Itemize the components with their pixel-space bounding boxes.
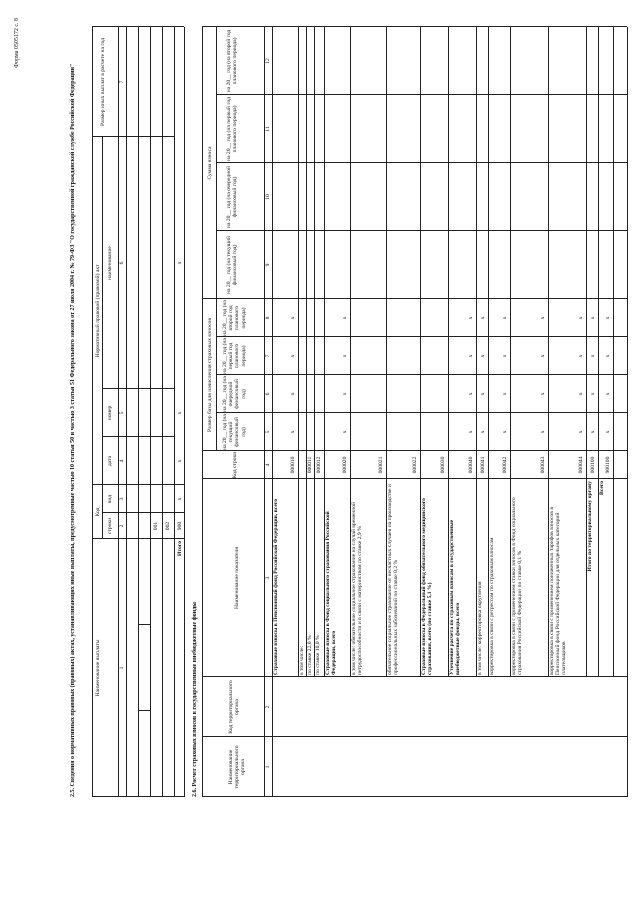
col-num-6: 6 bbox=[119, 261, 125, 265]
col-num-2: 2 bbox=[119, 524, 125, 528]
col26-num-2: 2 bbox=[265, 705, 271, 709]
row-label: корректировка в связи с применением пониженных тарифов взносов в Пенсионный фонд Российской Федерации для отдельных категорий плательщиков bbox=[549, 507, 568, 675]
row-code: 000100 bbox=[590, 456, 596, 474]
hdr-base-y3: на 20__ год (на первый год планового периода) bbox=[222, 338, 247, 374]
col26-num-6: 6 bbox=[265, 392, 271, 396]
hdr-org-name: Наименование территориального органа bbox=[228, 745, 247, 789]
x-mark: x bbox=[578, 430, 584, 434]
x-mark: x bbox=[590, 354, 596, 358]
hdr-code-line: строки bbox=[107, 517, 113, 535]
x-mark: x bbox=[480, 316, 486, 320]
row-label: обязательное социальное страхование от несчастных случаев на производстве и профессиональных заболеваний по ставке 0,2 % bbox=[387, 484, 400, 675]
hdr-base-y2: на 20__ год (на очередной финансовый год) bbox=[222, 376, 247, 412]
hdr-act-number: номер bbox=[107, 405, 113, 421]
section-25-title: 2.5. Сведения о нормативных правовых (правовых) актах, устанавливающих иные выплаты, предусмотренные частью 10 статьи 50 и частью 3 статьи 51 Федерального закона от 27 июля 2004 г. № 79-ФЗ "О государственной гражданской службе Российской Федерации" bbox=[70, 63, 76, 797]
section-26-title: 2.6. Расчет страховых взносов в государственные внебюджетные фонды bbox=[192, 602, 198, 797]
row-label: Уточнение расчета по страховым взносам в государственные внебюджетные фонды, всего bbox=[449, 519, 462, 675]
row-label: корректировка в связи с регрессом по страховым взносам bbox=[489, 537, 495, 675]
col-num-3: 3 bbox=[119, 497, 125, 501]
row-label: Страховые взносы в Пенсионный фонд Российской Федерации, всего bbox=[273, 498, 279, 675]
total-x-date: x bbox=[177, 459, 183, 463]
x-mark: x bbox=[578, 354, 584, 358]
hdr-act-name: наименование bbox=[107, 246, 113, 280]
x-mark: x bbox=[290, 430, 296, 434]
row-code: 000043 bbox=[540, 456, 546, 474]
hdr-indicator: Наименование показателя bbox=[234, 547, 240, 609]
x-mark: x bbox=[502, 316, 508, 320]
total-x-name: x bbox=[177, 261, 183, 265]
total-x-number: x bbox=[177, 411, 183, 415]
x-mark: x bbox=[342, 354, 348, 358]
row-code: 000042 bbox=[502, 456, 508, 474]
total-x-vid: x bbox=[177, 497, 183, 501]
hdr-code: Код bbox=[95, 507, 101, 517]
col-num-4: 4 bbox=[119, 459, 125, 463]
row-code: 900100 bbox=[605, 456, 611, 474]
row-code-002: 002 bbox=[165, 521, 171, 531]
row-code: 000021 bbox=[378, 456, 384, 474]
hdr-act-date: дата bbox=[107, 455, 113, 467]
hdr-base-group: Размер базы для начисления страховых взносов bbox=[207, 318, 213, 432]
x-mark: x bbox=[605, 392, 611, 396]
x-mark: x bbox=[480, 430, 486, 434]
row-code: 000010 bbox=[290, 456, 296, 474]
hdr-act: Нормативный правовой (правовой) акт bbox=[95, 264, 101, 358]
total-label: Итого bbox=[177, 541, 183, 557]
col26-num-7: 7 bbox=[265, 354, 271, 358]
hdr-line-code: Код строки bbox=[232, 451, 238, 479]
x-mark: x bbox=[590, 392, 596, 396]
col26-num-10: 10 bbox=[265, 194, 271, 200]
col26-num-4: 4 bbox=[265, 463, 271, 467]
col-num-1: 1 bbox=[119, 666, 125, 670]
x-mark: x bbox=[290, 392, 296, 396]
x-mark: x bbox=[605, 316, 611, 320]
row-label: Итого по территориальному органу bbox=[587, 481, 593, 572]
col26-num-12: 12 bbox=[265, 58, 271, 64]
x-mark: x bbox=[342, 392, 348, 396]
x-mark: x bbox=[590, 316, 596, 320]
x-mark: x bbox=[468, 316, 474, 320]
x-mark: x bbox=[540, 392, 546, 396]
hdr-sum-y4: на 20__ год (на второй год планового периода) bbox=[226, 29, 239, 93]
row-code: 000040 bbox=[468, 456, 474, 474]
section-26-table bbox=[202, 27, 627, 797]
x-mark: x bbox=[605, 430, 611, 434]
x-mark: x bbox=[290, 316, 296, 320]
hdr-sum-y2: на 20__ год (на очередной финансовый год) bbox=[226, 165, 239, 229]
x-mark: x bbox=[540, 316, 546, 320]
row-code-001: 001 bbox=[153, 521, 159, 531]
col26-num-3: 3 bbox=[265, 576, 271, 580]
col26-num-1: 1 bbox=[265, 765, 271, 769]
form-code: Форма 0505172 с. 8 bbox=[14, 18, 20, 68]
col26-num-9: 9 bbox=[265, 263, 271, 267]
x-mark: x bbox=[540, 354, 546, 358]
section-25-table bbox=[92, 27, 184, 797]
row-label: в том числе: bbox=[299, 645, 305, 675]
x-mark: x bbox=[342, 316, 348, 320]
row-code: 000012 bbox=[316, 456, 322, 474]
hdr-sum-y1: на 20__ год (на текущий финансовый год) bbox=[226, 236, 239, 294]
hdr-sum-group: Сумма взноса bbox=[207, 146, 213, 180]
x-mark: x bbox=[590, 430, 596, 434]
hdr-base-y1: на 20__ год (на текущий финансовый год) bbox=[222, 414, 247, 450]
row-label: по ставке 22,0 % bbox=[307, 635, 313, 675]
hdr-code-vid: вид bbox=[107, 494, 113, 504]
col-num-7: 7 bbox=[119, 80, 125, 84]
row-code: 000044 bbox=[578, 456, 584, 474]
row-code: 000011 bbox=[307, 456, 313, 474]
row-label: Всего bbox=[599, 481, 605, 495]
col26-num-5: 5 bbox=[265, 430, 271, 434]
row-label: корректировка в связи с применением ставки взносов в Фонд социального страхования Российской Федерации по ставке 0,1 % bbox=[511, 497, 524, 675]
row-label: в том числе: корректировка округления bbox=[477, 581, 483, 675]
x-mark: x bbox=[468, 392, 474, 396]
row-code: 000041 bbox=[480, 456, 486, 474]
x-mark: x bbox=[502, 354, 508, 358]
hdr-org-code: Код территориального органа bbox=[228, 680, 241, 734]
x-mark: x bbox=[290, 354, 296, 358]
row-label: по ставке 10,0 % bbox=[315, 635, 321, 675]
x-mark: x bbox=[342, 430, 348, 434]
x-mark: x bbox=[605, 354, 611, 358]
x-mark: x bbox=[480, 354, 486, 358]
hdr-size: Размер иных выплат в расчете на год bbox=[100, 37, 106, 127]
hdr-payment-name: Наименование выплаты bbox=[95, 639, 101, 697]
row-code: 000030 bbox=[440, 456, 446, 474]
x-mark: x bbox=[468, 430, 474, 434]
hdr-sum-y3: на 20__ год (на первый год планового периода) bbox=[226, 97, 239, 161]
x-mark: x bbox=[502, 392, 508, 396]
hdr-base-y4: на 20__ год (на второй год планового периода) bbox=[222, 300, 247, 336]
row-code: 000022 bbox=[412, 456, 418, 474]
col-num-5: 5 bbox=[119, 411, 125, 415]
x-mark: x bbox=[480, 392, 486, 396]
x-mark: x bbox=[502, 430, 508, 434]
total-code: 900 bbox=[177, 521, 183, 531]
row-code: 000020 bbox=[342, 456, 348, 474]
x-mark: x bbox=[540, 430, 546, 434]
x-mark: x bbox=[578, 392, 584, 396]
row-label: Страховые взносы в Федеральный фонд обязательного медицинского страхования, всего (по ставке 5,1 %) bbox=[421, 498, 434, 675]
x-mark: x bbox=[468, 354, 474, 358]
col26-num-8: 8 bbox=[265, 316, 271, 320]
col26-num-11: 11 bbox=[265, 126, 271, 132]
x-mark: x bbox=[578, 316, 584, 320]
row-label: в том числе: обязательное социальное страхование на случай временной нетрудоспособности и в связи с материнством по ставке 2,9 % bbox=[351, 502, 364, 675]
row-label: Страховые взносы в Фонд социального страхования Российской Федерации, всего bbox=[325, 511, 338, 675]
